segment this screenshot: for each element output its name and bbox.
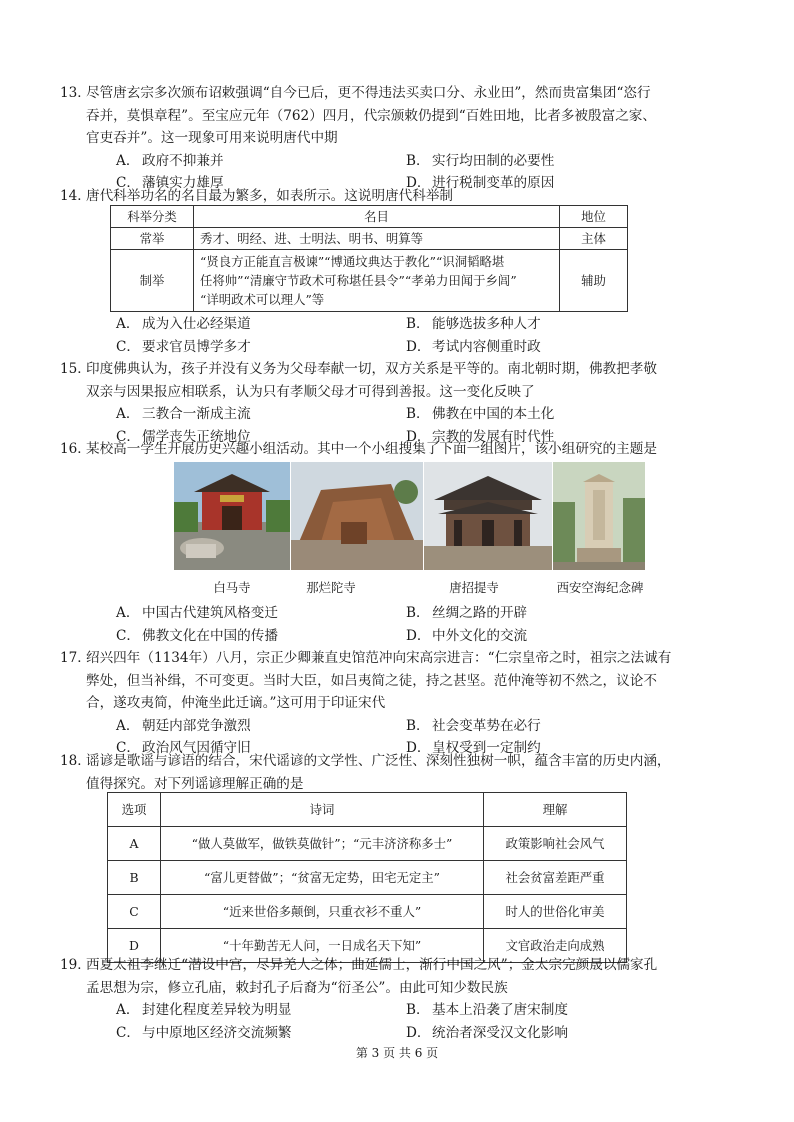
question-14: 14．唐代科举功名的名目最为繁多，如表所示。这说明唐代科举制 [60, 188, 454, 204]
photo-caption: 西安空海纪念碑 [556, 580, 644, 595]
question-16-options [86, 602, 716, 647]
table-header: 诗词 [161, 793, 484, 827]
option-a[interactable]: A． 政府不抑兼并 [116, 152, 224, 169]
option-a[interactable]: A． 封建化程度差异较为明显 [116, 1002, 292, 1018]
table-row: B “富儿更替做”；“贫富无定势，田宅无定主” 社会贫富差距严重 [108, 861, 627, 895]
kukai-memorial-photo [553, 462, 645, 570]
option-a[interactable]: A． 成为入仕必经渠道 [116, 316, 251, 332]
table-header: 名目 [194, 206, 560, 228]
option-a[interactable]: A． 朝廷内部党争激烈 [116, 717, 251, 734]
option-b[interactable]: B． 丝绸之路的开辟 [406, 605, 528, 621]
option-c[interactable]: C． 藩镇实力雄厚 [116, 175, 224, 191]
question-19: 19．西夏太祖李继迁“潜设中宫，尽异羌人之体；曲延儒士，渐行中国之风”；金太宗完颜晟以儒家孔 孟思想为宗，修立孔庙，敕封孔子后裔为“衍圣公”。由此可知少数民族 A． 封建化程度差异较为明显 B． 基本上沿袭了唐宋制度 C． 与中原地区经济交流频繁 D． 统治者深受汉文化影响 [86, 954, 716, 1044]
option-a[interactable]: A． 中国古代建筑风格变迁 [116, 605, 278, 621]
nalanda-temple-photo [291, 462, 423, 570]
option-d[interactable]: D． 进行税制变革的原因 [406, 175, 555, 191]
option-d[interactable]: D． 皇权受到一定制约 [406, 740, 541, 756]
table-row: 常举 秀才、明经、进、士明法、明书、明算等 主体 [111, 228, 628, 250]
photo-caption: 唐招提寺 [449, 580, 499, 595]
photo-caption: 那烂陀寺 [306, 580, 356, 595]
option-c[interactable]: C． 要求官员博学多才 [116, 338, 251, 355]
photo-caption: 白马寺 [213, 580, 251, 595]
question-14-options [86, 313, 716, 358]
exam-category-table [110, 205, 628, 312]
proverb-table [107, 792, 627, 963]
table-row: C “近来世俗多颠倒，只重衣衫不重人” 时人的世俗化审美 [108, 895, 627, 929]
question-stem: 13．尽管唐玄宗多次颁布诏敕强调“自今已后，更不得违法买卖口分、永业田”，然而贵富集团“恣行 [60, 85, 651, 101]
option-b[interactable]: B． 能够选拔多种人才 [406, 316, 541, 332]
option-b[interactable]: B． 社会变革势在必行 [406, 717, 541, 734]
table-row: A “做人莫做军，做铁莫做针”；“元丰济济称多士” 政策影响社会风气 [108, 827, 627, 861]
option-b[interactable]: B． 佛教在中国的本土化 [406, 406, 555, 422]
option-d[interactable]: D． 宗教的发展有时代性 [406, 428, 555, 445]
table-header: 地位 [560, 206, 628, 228]
option-c[interactable]: C． 佛教文化在中国的传播 [116, 627, 278, 644]
question-15: 15．印度佛典认为，孩子并没有义务为父母奉献一切，双方关系是平等的。南北朝时期，佛教把孝敬 双亲与因果报应相联系，认为只有孝顺父母才可得到善报。这一变化反映了 A． 三教合一渐成主流 B． 佛教在中国的本土化 C． 儒学丧失正统地位 D． 宗教的发展有时代性 [86, 358, 716, 448]
table-header: 选项 [108, 793, 161, 827]
option-a[interactable]: A． 三教合一渐成主流 [116, 406, 251, 422]
baima-temple-photo [174, 462, 290, 570]
question-17: 17．绍兴四年（1134年）八月，宗正少卿兼直史馆范冲向宋高宗进言：“仁宗皇帝之时，祖宗之法诚有 弊处，但当补缉，不可变更。当时大臣，如吕夷简之徒，持之甚坚。范仲淹等初不然之，议论不 合，遂攻夷简，仲淹坐此迁谪。”这可用于印证宋代 A． 朝廷内部党争激烈 B． 社会变革势在必行 C． 政治风气因循守旧 D． 皇权受到一定制约 [86, 647, 716, 760]
question-13: 13．尽管唐玄宗多次颁布诏敕强调“自今已后，更不得违法买卖口分、永业田”，然而贵富集团“恣行 吞并，莫惧章程”。至宝应元年（762）四月，代宗颁敕仍提到“百姓田地，比者多被殷富之家、 官吏吞并”。这一现象可用来说明唐代中期 A． 政府不抑兼并 B． 实行均田制的必要性 C． 藩镇实力雄厚 D． 进行税制变革的原因 [86, 82, 716, 195]
option-c[interactable]: C． 与中原地区经济交流频繁 [116, 1024, 292, 1041]
option-d[interactable]: D． 考试内容侧重时政 [406, 338, 541, 355]
option-b[interactable]: B． 基本上沿袭了唐宋制度 [406, 1002, 568, 1018]
page-footer: 第 3 页 共 6 页 [355, 1046, 439, 1060]
question-16: 16．某校高一学生开展历史兴趣小组活动。其中一个小组搜集了下面一组图片，该小组研究的主题是 [60, 441, 657, 457]
option-d[interactable]: D． 统治者深受汉文化影响 [406, 1024, 568, 1041]
table-header: 科举分类 [111, 206, 194, 228]
option-c[interactable]: C． 儒学丧失正统地位 [116, 428, 251, 445]
table-header: 理解 [484, 793, 627, 827]
option-c[interactable]: C． 政治风气因循守旧 [116, 740, 251, 756]
question-18: 18．谣谚是歌谣与谚语的结合，宋代谣谚的文学性、广泛性、深刻性独树一帜，蕴含丰富的历史内涵， 值得探究。对下列谣谚理解正确的是 [60, 753, 671, 792]
table-row: 制举 “贤良方正能直言极谏”“博通坟典达于教化”“识洞韬略堪 任将帅”“清廉守节政术可称堪任县令”“孝弟力田闻于乡闾” “详明政术可以理人”等 辅助 [111, 250, 628, 312]
table-row: D “十年勤苦无人问，一日成名天下知” 文官政治走向成熟 [108, 929, 627, 963]
option-b[interactable]: B． 实行均田制的必要性 [406, 152, 555, 169]
option-d[interactable]: D． 中外文化的交流 [406, 627, 528, 644]
toshodaiji-temple-photo [424, 462, 552, 570]
